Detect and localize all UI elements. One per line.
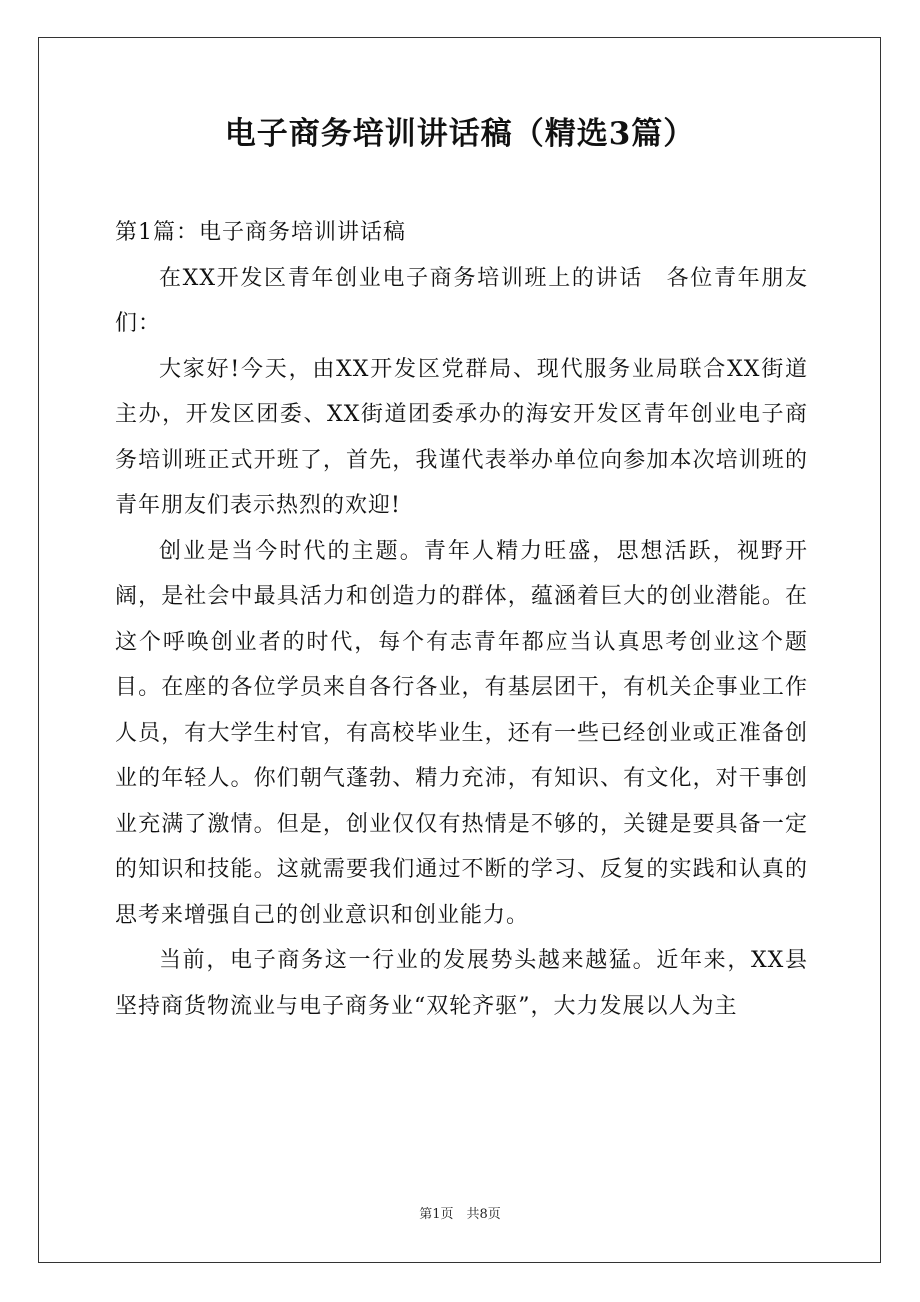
document-title: 电子商务培训讲话稿（精选3篇） bbox=[224, 116, 696, 152]
paragraph-greeting: 在XX开发区青年创业电子商务培训班上的讲话 各位青年朋友们： bbox=[115, 265, 808, 336]
paragraph-entrepreneurship: 创业是当今时代的主题。青年人精力旺盛，思想活跃，视野开阔，是社会中最具活力和创造力的群体，蕴涵着巨大的创业潜能。在这个呼唤创业者的时代，每个有志青年都应当认真思考创业这个题目。在座的各位学员来自各行各业，有基层团干，有机关企事业工作人员，有大学生村官，有高校毕业生，还有一些已经创业或正准备创业的年轻人。你们朝气蓬勃、精力充沛，有知识、有文化，对干事创业充满了激情。但是，创业仅仅有热情是不够的，关键是要具备一定的知识和技能。这就需要我们通过不断的学习、反复的实践和认真的思考来增强自己的创业意识和创业能力。 bbox=[115, 538, 808, 928]
paragraph-opening: 大家好!今天，由XX开发区党群局、现代服务业局联合XX街道主办，开发区团委、XX街道团委承办的海安开发区青年创业电子商务培训班正式开班了，首先，我谨代表举办单位向参加本次培训班的青年朋友们表示热烈的欢迎! bbox=[115, 356, 808, 518]
section-heading: 第1篇：电子商务培训讲话稿 bbox=[115, 220, 406, 245]
document-body bbox=[115, 210, 808, 1029]
paragraph-ecommerce: 当前，电子商务这一行业的发展势头越来越猛。近年来，XX县坚持商货物流业与电子商务业“双轮齐驱”，大力发展以人为主 bbox=[115, 948, 808, 1019]
page-number-footer: 第1页 共8页 bbox=[419, 1207, 501, 1222]
